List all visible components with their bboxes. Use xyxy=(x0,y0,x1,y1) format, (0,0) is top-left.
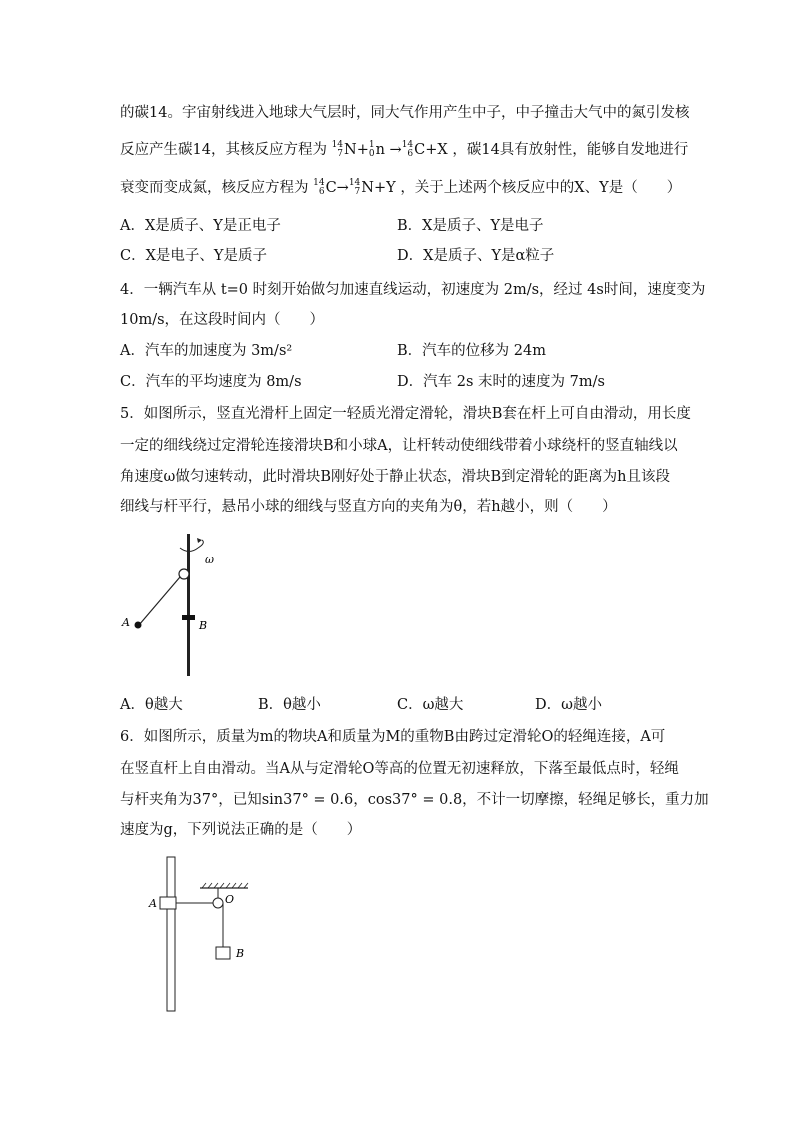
string-to-ball xyxy=(139,577,180,625)
q3-line-3 xyxy=(120,178,681,198)
q4-option-b[interactable]: B．汽车的位移为 24m xyxy=(397,343,546,359)
rotation-arrow xyxy=(180,540,203,552)
q5-line-2: 一定的细线绕过定滑轮连接滑块B和小球A，让杆转动使细线带着小球绕杆的竖直轴线以 xyxy=(120,438,678,454)
q3-line-2 xyxy=(120,140,688,160)
q3-option-c[interactable]: C．X是电子、Y是质子 xyxy=(120,248,267,264)
q3-line-3-text-b: ，关于上述两个核反应中的X、Y是（ ） xyxy=(400,180,682,196)
nuclear-equation-1: 14 7 N+ 1 0 n → 14 6 C+X xyxy=(331,140,448,159)
ceiling-hatch xyxy=(202,883,248,888)
q3-option-b[interactable]: B．X是质子、Y是电子 xyxy=(397,218,544,234)
label-a-q6: A xyxy=(149,897,157,910)
q5-option-d[interactable]: D．ω越小 xyxy=(535,697,602,713)
q3-line-3-text-a: 衰变而变成氮，核反应方程为 xyxy=(120,180,309,196)
q5-line-1: 5．如图所示，竖直光滑杆上固定一轻质光滑定滑轮，滑块B套在杆上可自由滑动，用长度 xyxy=(120,406,691,422)
label-b-q6: B xyxy=(236,947,245,960)
q4-line-1: 4．一辆汽车从 t=0 时刻开始做匀加速直线运动，初速度为 2m/s，经过 4s时间，速度变为 xyxy=(120,282,706,298)
nuclear-equation-2: 14 6 C→ 14 7 N+Y xyxy=(313,178,396,197)
q5-line-3: 角速度ω做匀速转动，此时滑块B刚好处于静止状态，滑块B到定滑轮的距离为h且该段 xyxy=(120,469,670,485)
q3-line-2-text-b: ，碳14具有放射性，能够自发地进行 xyxy=(452,142,689,158)
q5-option-b[interactable]: B．θ越小 xyxy=(258,697,321,713)
pulley xyxy=(179,569,189,579)
vertical-rod xyxy=(187,534,190,676)
q4-option-d[interactable]: D．汽车 2s 末时的速度为 7m/s xyxy=(397,374,605,390)
q5-option-c[interactable]: C．ω越大 xyxy=(397,697,464,713)
block-a xyxy=(160,897,176,909)
q6-figure-pulley-system xyxy=(140,855,270,1015)
label-o: O xyxy=(225,893,235,906)
q5-line-4: 细线与杆平行，悬吊小球的细线与竖直方向的夹角为θ，若h越小，则（ ） xyxy=(120,499,617,515)
ball-a xyxy=(135,622,142,629)
q4-option-c[interactable]: C．汽车的平均速度为 8m/s xyxy=(120,374,302,390)
q6-line-2: 在竖直杆上自由滑动。当A从与定滑轮O等高的位置无初速释放，下落至最低点时，轻绳 xyxy=(120,761,679,777)
q6-line-1: 6．如图所示，质量为m的物块A和质量为M的重物B由跨过定滑轮O的轻绳连接，A可 xyxy=(120,729,666,745)
label-a: A xyxy=(122,616,130,629)
q6-line-4: 速度为g，下列说法正确的是（ ） xyxy=(120,822,362,838)
q6-line-3: 与杆夹角为37°，已知sin37° = 0.6，cos37° = 0.8，不计一切摩擦，轻绳足够长，重力加 xyxy=(120,792,709,808)
q4-option-a[interactable]: A．汽车的加速度为 3m/s² xyxy=(120,343,293,359)
block-b xyxy=(216,947,230,959)
label-b: B xyxy=(199,619,208,632)
q5-figure-rotating-rod xyxy=(118,532,238,682)
q5-option-a[interactable]: A．θ越大 xyxy=(120,697,183,713)
q3-line-1: 的碳14。宇宙射线进入地球大气层时，同大气作用产生中子，中子撞击大气中的氮引发核 xyxy=(120,105,690,121)
q3-option-d[interactable]: D．X是质子、Y是α粒子 xyxy=(397,248,555,264)
q3-line-2-text-a: 反应产生碳14，其核反应方程为 xyxy=(120,142,327,158)
q4-line-2: 10m/s，在这段时间内（ ） xyxy=(120,312,325,328)
vertical-rod-q6 xyxy=(167,857,175,1011)
q3-option-a[interactable]: A．X是质子、Y是正电子 xyxy=(120,218,281,234)
slider-b xyxy=(182,615,195,620)
pulley-o xyxy=(213,898,223,908)
omega-label: ω xyxy=(205,553,214,566)
